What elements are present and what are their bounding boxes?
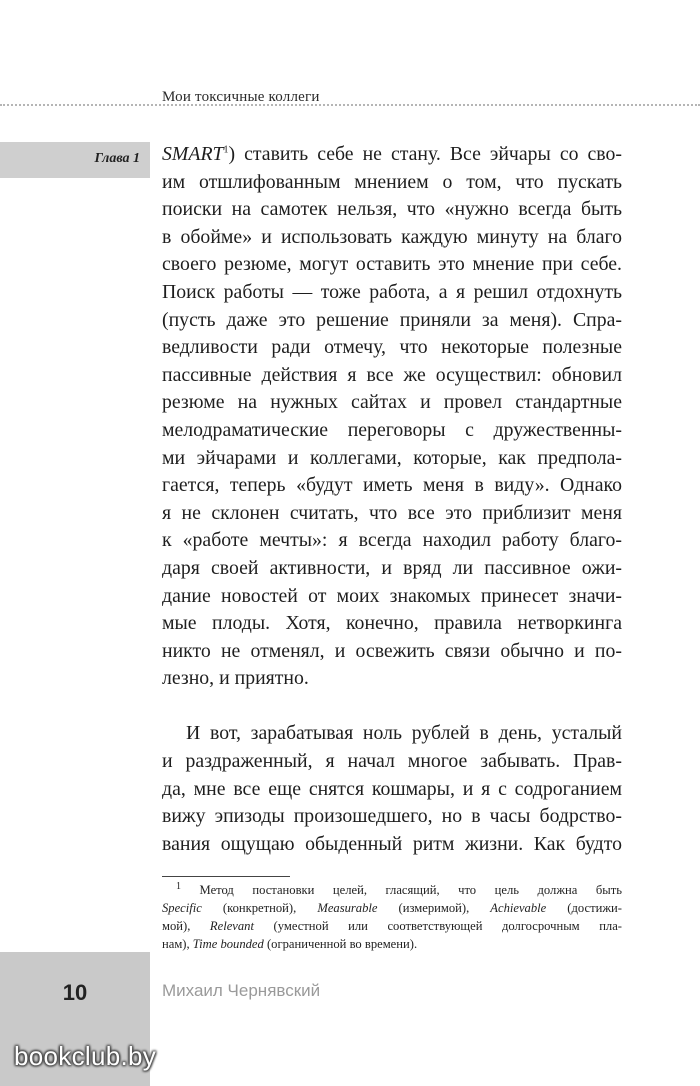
text-line: да, мне все еще снятся кошмары, и я с содроганием (162, 777, 622, 800)
chapter-tab (0, 142, 150, 178)
text-line: мые плоды. Хотя, конечно, правила нетворкинга (162, 612, 622, 635)
text-line: лезно, и приятно. (162, 667, 309, 690)
text-line: резюме на нужных сайтах и провел стандартные (162, 391, 622, 414)
text-line: И вот, зарабатывая ноль рублей в день, усталый (186, 722, 622, 745)
header-rule (0, 104, 700, 106)
smart-term: SMART (162, 143, 224, 165)
text-line: к «работе мечты»: я всегда находил работу благо- (162, 529, 622, 552)
footnote (162, 881, 622, 953)
text-line: ми эйчарами и коллегами, которые, как предпола- (162, 446, 622, 469)
text-line: гается, теперь «будут иметь меня в виду». Однако (162, 474, 622, 497)
text-line: никто не отменял, и освежить связи обычно и по- (162, 639, 622, 662)
body-text (162, 141, 622, 858)
footnote-line: $^1$ Метод постановки целей, гласящий, что цель должна быть (176, 880, 622, 897)
text-line: я не склонен считать, что все это приблизит меня (162, 501, 622, 524)
page-number: 10 (62, 980, 88, 1005)
paragraph-1 (162, 141, 622, 693)
text-line: поиски на самотек нельзя, что «нужно всегда быть (162, 198, 622, 221)
footnote-number: 1 (176, 880, 181, 892)
text-line: в обойме» и использовать каждую минуту на благо (162, 225, 622, 248)
text-line: ведливости ради отмечу, что некоторые полезные (162, 336, 622, 359)
text-line: (пусть даже это решение приняли за меня). Спра- (162, 308, 622, 331)
text-line: вижу эпизоды произошедшего, но в часы бодрство- (162, 805, 622, 828)
author-name: Михаил Чернявский (162, 981, 321, 1000)
text-line: вания ощущаю обыденный ритм жизни. Как будто (162, 832, 622, 855)
footnote-line: Specific (конкретной), Measurable (измеримой), Achievable (достижи- (162, 901, 622, 915)
text-line: даря своей активности, и вряд ли пассивное ожи- (162, 556, 622, 579)
footnote-marker[interactable]: 1 (223, 144, 229, 156)
text-line: им отшлифованным мнением о том, что пускать (162, 170, 622, 193)
text-line: пассивные действия я все же осуществил: обновил (162, 363, 622, 386)
text-line: мелодраматические переговоры с дружественны- (162, 418, 622, 441)
footnote-line: нам), Time bounded (ограниченной во времени). (162, 937, 418, 951)
text-line: и раздраженный, я начал многое забывать. Прав- (162, 749, 622, 772)
text-line: своего резюме, могут оставить это мнение при себе. (162, 253, 622, 276)
running-head: Мои токсичные коллеги (162, 89, 320, 105)
paragraph-2 (162, 720, 622, 858)
watermark: bookclub.by (14, 1041, 157, 1071)
chapter-label: Глава 1 (94, 151, 140, 166)
text-line: дание новостей от моих знакомых принесет значи- (162, 584, 622, 607)
text-line: SMART$^1$) ставить себе не стану. Все эйчары со сво- (162, 143, 622, 165)
footnote-line: мой), Relevant (уместной или соответствующей долгосрочным пла- (162, 919, 622, 933)
text-line: Поиск работы — тоже работа, а я решил отдохнуть (162, 280, 622, 303)
footnote-rule (162, 876, 290, 877)
